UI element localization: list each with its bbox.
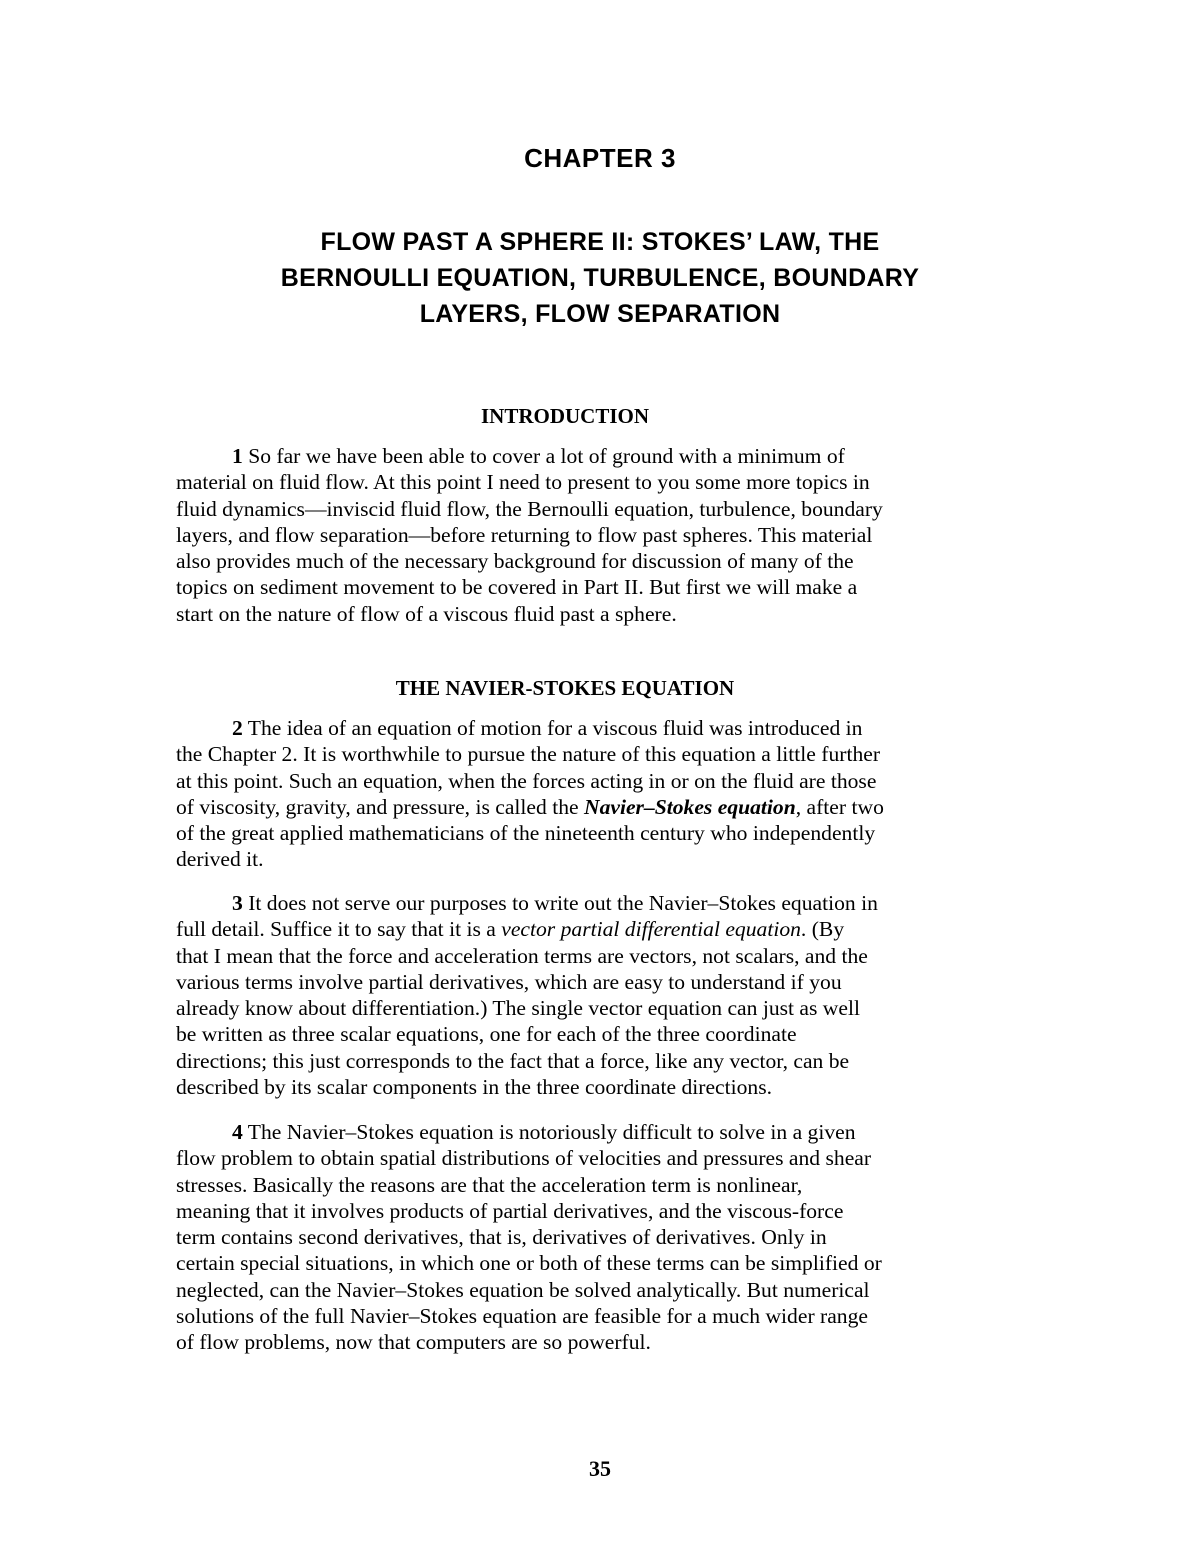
paragraph-line: of the great applied mathematicians of the nineteenth century who independently <box>176 821 876 846</box>
paragraph-4 <box>176 1119 956 1356</box>
chapter-title <box>160 224 1040 332</box>
paragraph-line: topics on sediment movement to be covered in Part II. But first we will make a <box>176 575 858 600</box>
paragraph-line: fluid dynamics—inviscid fluid flow, the Bernoulli equation, turbulence, boundary <box>176 496 883 521</box>
chapter-label: CHAPTER 3 <box>524 143 676 173</box>
chapter-title-line: FLOW PAST A SPHERE II: STOKES’ LAW, THE <box>320 228 880 256</box>
paragraph-line: stresses. Basically the reasons are that the acceleration term is nonlinear, <box>176 1172 803 1197</box>
chapter-title-line: BERNOULLI EQUATION, TURBULENCE, BOUNDARY <box>280 264 920 292</box>
paragraph-line: flow problem to obtain spatial distributions of velocities and pressures and shear <box>176 1146 872 1171</box>
paragraph-line: derived it. <box>176 847 264 872</box>
paragraph-line: full detail. Suffice it to say that it is a vector partial differential equation. (By <box>176 917 845 942</box>
section-heading-navier-stokes: THE NAVIER-STOKES EQUATION <box>395 676 735 700</box>
paragraph-line: term contains second derivatives, that is, derivatives of derivatives. Only in <box>176 1225 827 1250</box>
paragraph-number: 3 <box>232 891 243 915</box>
paragraph-line: that I mean that the force and acceleration terms are vectors, not scalars, and the <box>176 943 868 968</box>
paragraph-line: certain special situations, in which one or both of these terms can be simplified or <box>176 1251 882 1276</box>
paragraph-line: of flow problems, now that computers are so powerful. <box>176 1330 651 1355</box>
italic-term: vector partial differential equation <box>501 917 801 942</box>
paragraph-number: 2 <box>232 716 243 740</box>
paragraph-line: of viscosity, gravity, and pressure, is called the Navier–Stokes equation, after two <box>176 794 884 819</box>
paragraph-line: 1 So far we have been able to cover a lot of ground with a minimum of <box>232 444 845 468</box>
paragraph-line: various terms involve partial derivatives, which are easy to understand if you <box>176 969 842 994</box>
paragraph-line: start on the nature of flow of a viscous fluid past a sphere. <box>176 601 677 626</box>
paragraph-line: solutions of the full Navier–Stokes equation are feasible for a much wider range <box>176 1304 868 1329</box>
paragraph-line: already know about differentiation.) The single vector equation can just as well <box>176 996 860 1021</box>
paragraph-line: meaning that it involves products of partial derivatives, and the viscous-force <box>176 1198 844 1223</box>
paragraph-line: 4 The Navier–Stokes equation is notoriously difficult to solve in a given <box>232 1120 856 1144</box>
chapter-title-line: LAYERS, FLOW SEPARATION <box>419 300 781 328</box>
paragraph-line: 2 The idea of an equation of motion for a viscous fluid was introduced in <box>232 716 863 740</box>
paragraph-line: be written as three scalar equations, one for each of the three coordinate <box>176 1022 797 1047</box>
paragraph-2 <box>176 715 956 873</box>
paragraph-line: neglected, can the Navier–Stokes equation be solved analytically. But numerical <box>176 1277 870 1302</box>
paragraph-3 <box>176 890 956 1100</box>
paragraph-line: directions; this just corresponds to the fact that a force, like any vector, can be <box>176 1048 850 1073</box>
paragraph-line: at this point. Such an equation, when the forces acting in or on the fluid are those <box>176 768 877 793</box>
paragraph-line: material on fluid flow. At this point I need to present to you some more topics in <box>176 470 870 495</box>
paragraph-number: 4 <box>232 1120 243 1144</box>
paragraph-1 <box>176 443 956 627</box>
paragraph-line: described by its scalar components in the three coordinate directions. <box>176 1075 773 1100</box>
paragraph-line: the Chapter 2. It is worthwhile to pursue the nature of this equation a little further <box>176 742 881 767</box>
section-heading-introduction: INTRODUCTION <box>480 404 650 428</box>
page-number: 35 <box>589 1456 611 1481</box>
paragraph-line: 3 It does not serve our purposes to write out the Navier–Stokes equation in <box>232 891 878 915</box>
paragraph-number: 1 <box>232 444 243 468</box>
paragraph-line: layers, and flow separation—before returning to flow past spheres. This material <box>176 522 873 547</box>
emphasized-term: Navier–Stokes equation <box>583 794 796 819</box>
paragraph-line: also provides much of the necessary background for discussion of many of the <box>176 549 854 574</box>
